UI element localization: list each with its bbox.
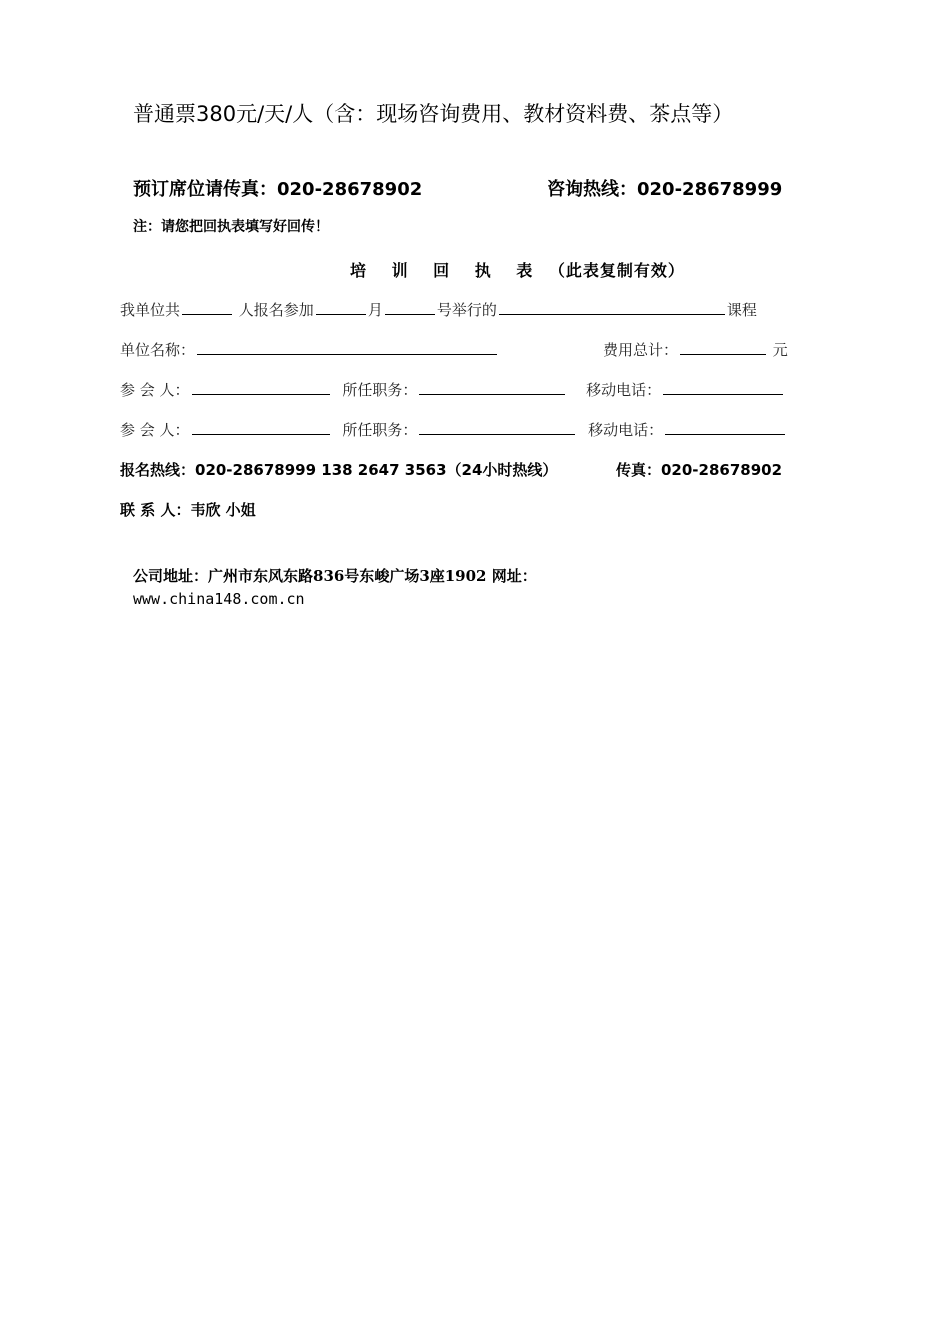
day-field[interactable]	[385, 300, 435, 315]
label-attendee: 参 会 人：	[120, 381, 190, 399]
mobile-field-1[interactable]	[663, 380, 783, 395]
position-field-1[interactable]	[419, 380, 565, 395]
label-position: 所任职务：	[342, 381, 418, 399]
company-website: www.china148.com.cn	[133, 590, 305, 608]
attendee-field-2[interactable]	[192, 420, 330, 435]
form-title-main: 培 训 回 执 表	[350, 261, 543, 280]
consult-hotline: 咨询热线：020-28678999	[547, 179, 783, 200]
form-title	[350, 258, 685, 281]
label-mobile: 移动电话：	[588, 421, 664, 439]
position-field-2[interactable]	[419, 420, 575, 435]
attendee-row-1	[120, 379, 785, 400]
signup-hotline: 报名热线：020-28678999 138 2647 3563（24小时热线）	[120, 461, 558, 479]
label-held: 号举行的	[436, 301, 497, 319]
label-month: 月	[367, 301, 383, 319]
form-title-sub: （此表复制有效）	[548, 261, 685, 280]
attendee-field-1[interactable]	[192, 380, 330, 395]
mobile-field-2[interactable]	[665, 420, 785, 435]
label-unit-total: 我单位共	[120, 301, 181, 319]
unit-name-line	[120, 339, 499, 360]
fee-total-field[interactable]	[680, 340, 766, 355]
label-position: 所任职务：	[342, 421, 418, 439]
contact-person: 联 系 人：韦欣 小姐	[120, 501, 256, 519]
unit-name-field[interactable]	[197, 340, 497, 355]
label-people-join: 人报名参加	[238, 301, 314, 319]
signup-fax: 传真：020-28678902	[616, 461, 783, 479]
label-mobile: 移动电话：	[586, 381, 662, 399]
label-attendee: 参 会 人：	[120, 421, 190, 439]
count-field[interactable]	[182, 300, 232, 315]
label-fee-total: 费用总计：	[603, 341, 679, 359]
registration-line	[120, 299, 757, 320]
label-yuan: 元	[772, 341, 788, 359]
month-field[interactable]	[316, 300, 366, 315]
course-field[interactable]	[499, 300, 725, 315]
fax-line: 预订席位请传真：020-28678902	[133, 179, 423, 200]
price-line: 普通票380元/天/人（含：现场咨询费用、教材资料费、茶点等）	[133, 102, 734, 126]
fill-note: 注：请您把回执表填写好回传！	[133, 219, 329, 235]
attendee-row-2	[120, 419, 787, 440]
fee-total-line	[603, 339, 788, 360]
label-unit-name: 单位名称：	[120, 341, 196, 359]
label-course: 课程	[726, 301, 757, 319]
company-address: 公司地址：广州市东风东路836号东峻广场3座1902 网址：	[133, 567, 537, 585]
